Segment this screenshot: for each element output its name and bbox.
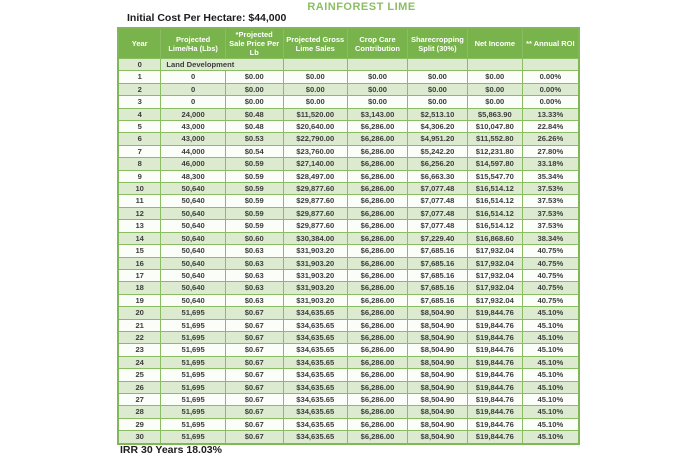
table-cell: $5,242.20	[407, 145, 467, 157]
table-cell: $0.60	[225, 232, 283, 244]
table-cell: $31,903.20	[283, 245, 348, 257]
table-cell: $8,504.90	[407, 418, 467, 430]
table-cell: $6,286.00	[348, 418, 408, 430]
table-cell: 50,640	[161, 195, 226, 207]
table-cell: 40.75%	[522, 282, 579, 294]
table-cell: $19,844.76	[467, 406, 522, 418]
table-cell: $16,514.12	[467, 183, 522, 195]
table-row-year-15	[118, 245, 579, 257]
table-cell: $0.63	[225, 269, 283, 281]
table-cell: $16,514.12	[467, 220, 522, 232]
table-row-year-30	[118, 431, 579, 444]
table-cell: 45.10%	[522, 356, 579, 368]
table-cell: 43,000	[161, 121, 226, 133]
table-cell: $6,286.00	[348, 207, 408, 219]
table-cell: $0.59	[225, 183, 283, 195]
table-cell: $8,504.90	[407, 319, 467, 331]
year-cell: 3	[118, 96, 161, 108]
table-row-year-13	[118, 220, 579, 232]
table-cell: 45.10%	[522, 319, 579, 331]
table-cell: $8,504.90	[407, 356, 467, 368]
table-row-year-21	[118, 319, 579, 331]
table-cell: $22,790.00	[283, 133, 348, 145]
table-cell: $15,547.70	[467, 170, 522, 182]
table-cell: 37.53%	[522, 207, 579, 219]
table-cell: $4,306.20	[407, 121, 467, 133]
column-header-0: Year	[118, 28, 161, 59]
table-cell: $8,504.90	[407, 307, 467, 319]
table-cell: 45.10%	[522, 331, 579, 343]
table-cell: 37.53%	[522, 183, 579, 195]
table-cell: 24,000	[161, 108, 226, 120]
table-cell: $8,504.90	[407, 393, 467, 405]
table-row-year-28	[118, 406, 579, 418]
table-cell: $6,286.00	[348, 282, 408, 294]
table-cell: $0.63	[225, 294, 283, 306]
table-cell: $6,286.00	[348, 145, 408, 157]
table-row-year-4	[118, 108, 579, 120]
table-cell	[467, 59, 522, 71]
table-cell: $7,685.16	[407, 257, 467, 269]
table-row-year-3	[118, 96, 579, 108]
table-cell: $19,844.76	[467, 307, 522, 319]
table-cell: $14,597.80	[467, 158, 522, 170]
table-row-year-20	[118, 307, 579, 319]
table-row-year-9	[118, 170, 579, 182]
table-cell: 44,000	[161, 145, 226, 157]
table-row-year-23	[118, 344, 579, 356]
year-cell: 8	[118, 158, 161, 170]
table-cell: 51,695	[161, 406, 226, 418]
table-cell: 0.00%	[522, 83, 579, 95]
table-cell: $6,286.00	[348, 393, 408, 405]
table-cell: $6,286.00	[348, 331, 408, 343]
table-cell: $7,685.16	[407, 245, 467, 257]
table-cell: $19,844.76	[467, 331, 522, 343]
table-cell: $31,903.20	[283, 257, 348, 269]
table-cell: 38.34%	[522, 232, 579, 244]
table-cell: $19,844.76	[467, 431, 522, 444]
table-cell: 26.26%	[522, 133, 579, 145]
table-cell: $31,903.20	[283, 269, 348, 281]
year-cell: 16	[118, 257, 161, 269]
table-row-year-10	[118, 183, 579, 195]
year-cell: 19	[118, 294, 161, 306]
column-header-4: Crop Care Contribution	[348, 28, 408, 59]
table-cell: $0.00	[407, 96, 467, 108]
table-row-year-8	[118, 158, 579, 170]
table-row-year-24	[118, 356, 579, 368]
table-cell: $0.54	[225, 145, 283, 157]
year-cell: 25	[118, 369, 161, 381]
table-cell: $8,504.90	[407, 431, 467, 444]
table-cell: $0.00	[467, 71, 522, 83]
table-cell: 0.00%	[522, 71, 579, 83]
table-cell: 50,640	[161, 232, 226, 244]
table-cell: $6,286.00	[348, 431, 408, 444]
table-cell: 45.10%	[522, 307, 579, 319]
table-cell: $6,286.00	[348, 232, 408, 244]
table-cell: $0.67	[225, 344, 283, 356]
table-cell: $0.67	[225, 307, 283, 319]
table-cell: $17,932.04	[467, 269, 522, 281]
table-cell	[522, 59, 579, 71]
table-cell: $17,932.04	[467, 245, 522, 257]
table-cell: $0.59	[225, 170, 283, 182]
year-cell: 10	[118, 183, 161, 195]
year-cell: 22	[118, 331, 161, 343]
table-cell: 37.53%	[522, 220, 579, 232]
table-row-year-29	[118, 418, 579, 430]
table-cell: $17,932.04	[467, 282, 522, 294]
table-cell: 51,695	[161, 381, 226, 393]
table-cell: 50,640	[161, 257, 226, 269]
table-cell: $0.00	[225, 96, 283, 108]
table-cell: 40.75%	[522, 294, 579, 306]
table-cell: $34,635.65	[283, 369, 348, 381]
table-cell: 33.18%	[522, 158, 579, 170]
table-cell: $6,286.00	[348, 344, 408, 356]
table-cell: 40.75%	[522, 245, 579, 257]
table-cell: 37.53%	[522, 195, 579, 207]
column-header-6: Net Income	[467, 28, 522, 59]
table-cell: $34,635.65	[283, 319, 348, 331]
table-cell: 0.00%	[522, 96, 579, 108]
table-cell: $0.67	[225, 356, 283, 368]
table-cell: $34,635.65	[283, 344, 348, 356]
table-cell: $6,286.00	[348, 220, 408, 232]
table-header-row	[118, 28, 579, 59]
table-cell: $29,877.60	[283, 195, 348, 207]
table-cell: $19,844.76	[467, 393, 522, 405]
table-cell	[348, 59, 408, 71]
table-cell: 40.75%	[522, 269, 579, 281]
table-cell: $0.00	[283, 83, 348, 95]
table-cell: $34,635.65	[283, 418, 348, 430]
table-cell: $6,286.00	[348, 170, 408, 182]
table-cell: $2,513.10	[407, 108, 467, 120]
table-cell: 45.10%	[522, 369, 579, 381]
table-cell: 27.80%	[522, 145, 579, 157]
land-development-cell: Land Development	[161, 59, 283, 71]
table-cell: $34,635.65	[283, 356, 348, 368]
table-cell: $16,514.12	[467, 207, 522, 219]
table-cell: 0	[161, 71, 226, 83]
table-cell: $34,635.65	[283, 406, 348, 418]
table-cell: $0.67	[225, 331, 283, 343]
table-row-year-5	[118, 121, 579, 133]
table-cell: $0.00	[407, 71, 467, 83]
table-cell: $0.00	[348, 96, 408, 108]
table-row-year-14	[118, 232, 579, 244]
column-header-2: *Projected Sale Price Per Lb	[225, 28, 283, 59]
table-cell: $30,384.00	[283, 232, 348, 244]
table-cell: $6,286.00	[348, 381, 408, 393]
table-cell: $7,685.16	[407, 282, 467, 294]
table-cell: $4,951.20	[407, 133, 467, 145]
table-cell: $11,520.00	[283, 108, 348, 120]
table-cell: $10,047.80	[467, 121, 522, 133]
table-cell: $31,903.20	[283, 282, 348, 294]
year-cell: 12	[118, 207, 161, 219]
table-cell: 51,695	[161, 319, 226, 331]
table-cell: $7,077.48	[407, 195, 467, 207]
year-cell: 27	[118, 393, 161, 405]
table-cell: $0.00	[225, 71, 283, 83]
table-cell: $19,844.76	[467, 381, 522, 393]
table-cell: $6,286.00	[348, 269, 408, 281]
table-cell: 45.10%	[522, 381, 579, 393]
table-cell: $7,077.48	[407, 220, 467, 232]
table-cell: $12,231.80	[467, 145, 522, 157]
table-cell: $5,863.90	[467, 108, 522, 120]
table-cell: $0.48	[225, 108, 283, 120]
table-cell: $11,552.80	[467, 133, 522, 145]
table-cell: $6,286.00	[348, 257, 408, 269]
table-row-year-2	[118, 83, 579, 95]
table-row-year-22	[118, 331, 579, 343]
table-cell: $7,685.16	[407, 294, 467, 306]
table-cell: $6,286.00	[348, 158, 408, 170]
year-cell: 14	[118, 232, 161, 244]
table-cell: $0.59	[225, 207, 283, 219]
table-cell: 51,695	[161, 307, 226, 319]
table-cell: $0.67	[225, 406, 283, 418]
table-cell: $6,286.00	[348, 307, 408, 319]
table-cell: $0.63	[225, 282, 283, 294]
table-cell: $27,140.00	[283, 158, 348, 170]
table-cell: $17,932.04	[467, 294, 522, 306]
table-cell: $7,229.40	[407, 232, 467, 244]
table-cell: $34,635.65	[283, 393, 348, 405]
table-cell: $0.67	[225, 369, 283, 381]
table-cell: 50,640	[161, 220, 226, 232]
table-cell: $34,635.65	[283, 381, 348, 393]
table-cell: $6,286.00	[348, 369, 408, 381]
table-cell: $8,504.90	[407, 369, 467, 381]
table-row-year-6	[118, 133, 579, 145]
table-cell: $0.53	[225, 133, 283, 145]
table-cell: $0.67	[225, 418, 283, 430]
year-cell: 7	[118, 145, 161, 157]
initial-cost-label: Initial Cost Per Hectare: $44,000	[127, 12, 287, 24]
table-cell: $0.00	[348, 83, 408, 95]
year-cell: 30	[118, 431, 161, 444]
table-cell: $6,286.00	[348, 133, 408, 145]
table-cell: $0.67	[225, 319, 283, 331]
table-cell: $0.63	[225, 257, 283, 269]
year-cell: 5	[118, 121, 161, 133]
year-cell: 28	[118, 406, 161, 418]
table-cell: $6,663.30	[407, 170, 467, 182]
table-cell: $23,760.00	[283, 145, 348, 157]
table-row-land-development	[118, 59, 579, 71]
table-cell: 45.10%	[522, 393, 579, 405]
table-cell: $19,844.76	[467, 344, 522, 356]
table-cell: $7,077.48	[407, 207, 467, 219]
table-cell: 35.34%	[522, 170, 579, 182]
table-row-year-17	[118, 269, 579, 281]
year-cell: 20	[118, 307, 161, 319]
table-cell: 46,000	[161, 158, 226, 170]
column-header-5: Sharecropping Split (30%)	[407, 28, 467, 59]
table-cell: $0.59	[225, 158, 283, 170]
table-cell: $0.63	[225, 245, 283, 257]
table-cell: $34,635.65	[283, 307, 348, 319]
table-cell: $19,844.76	[467, 356, 522, 368]
table-cell: 51,695	[161, 356, 226, 368]
year-cell: 6	[118, 133, 161, 145]
table-cell: 50,640	[161, 245, 226, 257]
table-row-year-11	[118, 195, 579, 207]
table-cell: $34,635.65	[283, 331, 348, 343]
year-cell: 9	[118, 170, 161, 182]
table-cell: 40.75%	[522, 257, 579, 269]
table-cell: 45.10%	[522, 406, 579, 418]
table-cell: 22.84%	[522, 121, 579, 133]
table-row-year-7	[118, 145, 579, 157]
table-row-year-16	[118, 257, 579, 269]
table-cell: $6,286.00	[348, 195, 408, 207]
table-cell: 0	[161, 96, 226, 108]
table-cell: $8,504.90	[407, 381, 467, 393]
table-cell: $0.00	[348, 71, 408, 83]
table-cell: $28,497.00	[283, 170, 348, 182]
table-cell: 51,695	[161, 344, 226, 356]
table-cell: $17,932.04	[467, 257, 522, 269]
year-cell: 24	[118, 356, 161, 368]
page-title: RAINFOREST LIME	[307, 1, 416, 13]
table-cell: $7,685.16	[407, 269, 467, 281]
year-cell: 2	[118, 83, 161, 95]
column-header-3: Projected Gross Lime Sales	[283, 28, 348, 59]
table-cell: $6,256.20	[407, 158, 467, 170]
table-cell: $0.00	[467, 96, 522, 108]
table-cell: $16,868.60	[467, 232, 522, 244]
table-cell: $0.00	[283, 96, 348, 108]
table-cell: $34,635.65	[283, 431, 348, 444]
table-cell: 45.10%	[522, 344, 579, 356]
table-cell: $0.48	[225, 121, 283, 133]
table-body	[118, 59, 579, 444]
table-cell: 50,640	[161, 282, 226, 294]
table-row-year-19	[118, 294, 579, 306]
table-cell: $20,640.00	[283, 121, 348, 133]
table-cell: 51,695	[161, 369, 226, 381]
table-cell: 0	[161, 83, 226, 95]
year-cell: 17	[118, 269, 161, 281]
table-cell: 0	[118, 59, 161, 71]
year-cell: 11	[118, 195, 161, 207]
table-cell	[407, 59, 467, 71]
table-cell: 50,640	[161, 183, 226, 195]
table-cell: $0.59	[225, 195, 283, 207]
year-cell: 18	[118, 282, 161, 294]
table-cell: 51,695	[161, 331, 226, 343]
table-cell: $0.00	[225, 83, 283, 95]
table-row-year-25	[118, 369, 579, 381]
column-header-7: ** Annual ROI	[522, 28, 579, 59]
table-cell: 50,640	[161, 294, 226, 306]
table-cell: $8,504.90	[407, 344, 467, 356]
table-row-year-26	[118, 381, 579, 393]
projection-table	[117, 27, 580, 445]
table-cell: $0.67	[225, 381, 283, 393]
table-cell: $7,077.48	[407, 183, 467, 195]
table-cell: $6,286.00	[348, 121, 408, 133]
table-cell: $31,903.20	[283, 294, 348, 306]
table-row-year-18	[118, 282, 579, 294]
table-cell: 50,640	[161, 207, 226, 219]
table-cell: $8,504.90	[407, 406, 467, 418]
table-cell: $6,286.00	[348, 319, 408, 331]
table-cell: $19,844.76	[467, 418, 522, 430]
table-cell: $16,514.12	[467, 195, 522, 207]
year-cell: 15	[118, 245, 161, 257]
table-cell: 45.10%	[522, 431, 579, 444]
table-cell: 50,640	[161, 269, 226, 281]
table-cell: $19,844.76	[467, 319, 522, 331]
table-cell: $8,504.90	[407, 331, 467, 343]
table-row-year-12	[118, 207, 579, 219]
irr-summary: IRR 30 Years 18.03%	[120, 444, 222, 456]
year-cell: 29	[118, 418, 161, 430]
year-cell: 26	[118, 381, 161, 393]
year-cell: 23	[118, 344, 161, 356]
table-cell: $6,286.00	[348, 245, 408, 257]
table-cell: 45.10%	[522, 418, 579, 430]
table-cell: $6,286.00	[348, 406, 408, 418]
year-cell: 13	[118, 220, 161, 232]
table-row-year-27	[118, 393, 579, 405]
table-cell: 51,695	[161, 393, 226, 405]
column-header-1: Projected Lime/Ha (Lbs)	[161, 28, 226, 59]
table-cell: $6,286.00	[348, 294, 408, 306]
table-cell: 51,695	[161, 418, 226, 430]
table-cell: 43,000	[161, 133, 226, 145]
table-row-year-1	[118, 71, 579, 83]
year-cell: 21	[118, 319, 161, 331]
table-cell: $29,877.60	[283, 183, 348, 195]
year-cell: 4	[118, 108, 161, 120]
table-cell: $29,877.60	[283, 220, 348, 232]
table-cell: 51,695	[161, 431, 226, 444]
table-cell: 13.33%	[522, 108, 579, 120]
table-cell: $3,143.00	[348, 108, 408, 120]
table-cell	[283, 59, 348, 71]
table-cell: $0.00	[467, 83, 522, 95]
table-cell: $6,286.00	[348, 356, 408, 368]
table-cell: $0.00	[283, 71, 348, 83]
table-cell: $0.59	[225, 220, 283, 232]
table-cell: 48,300	[161, 170, 226, 182]
table-cell: $19,844.76	[467, 369, 522, 381]
table-cell: $0.67	[225, 393, 283, 405]
year-cell: 1	[118, 71, 161, 83]
table-cell: $6,286.00	[348, 183, 408, 195]
table-cell: $29,877.60	[283, 207, 348, 219]
table-cell: $0.00	[407, 83, 467, 95]
table-cell: $0.67	[225, 431, 283, 444]
